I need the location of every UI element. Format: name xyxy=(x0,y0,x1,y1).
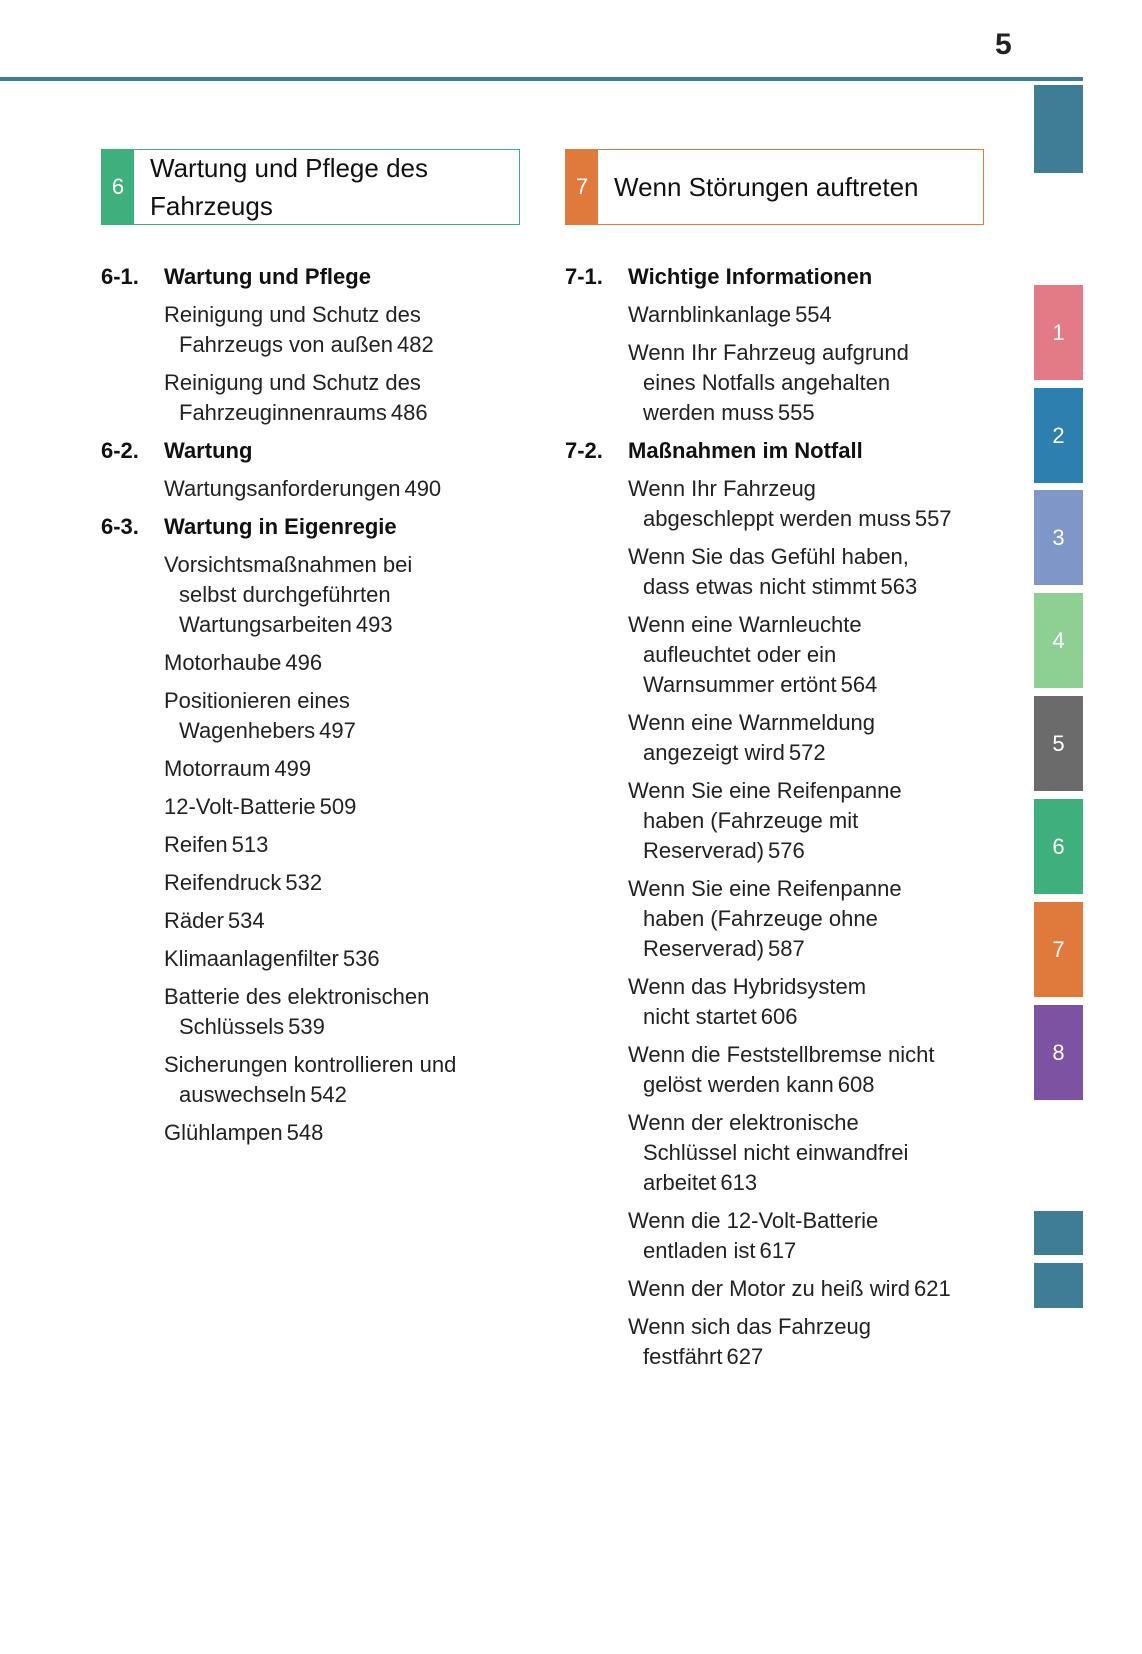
entry-text: Wenn der Motor zu heiß wird xyxy=(628,1276,911,1301)
toc-entry[interactable] xyxy=(628,708,967,768)
toc-section xyxy=(101,436,504,504)
page-ref: 606 xyxy=(760,1004,798,1029)
chapter-title-line: Wartung und Pflege des xyxy=(150,153,428,183)
entry-text-line: Wenn Sie eine Reifenpanne xyxy=(628,876,902,901)
section-title: Maßnahmen im Notfall xyxy=(628,438,863,463)
toc-entry[interactable] xyxy=(628,1040,967,1100)
toc-entry[interactable] xyxy=(164,648,504,678)
entry-text-line: Wenn Ihr Fahrzeug aufgrund xyxy=(628,340,909,365)
page-ref: 497 xyxy=(319,718,356,743)
entry-last-line xyxy=(628,1168,967,1198)
entry-text-line: Wenn sich das Fahrzeug xyxy=(628,1314,871,1339)
entry-last-line xyxy=(164,716,504,746)
entry-text-line: Wenn das Hybridsystem xyxy=(628,974,867,999)
side-tab-4[interactable]: 4 xyxy=(1034,593,1083,688)
chapter-header-6 xyxy=(101,149,520,225)
toc-entry[interactable] xyxy=(164,1050,504,1110)
entry-text: Glühlampen xyxy=(164,1120,283,1145)
side-tab-6[interactable]: 6 xyxy=(1034,799,1083,894)
side-tab[interactable] xyxy=(1034,85,1083,173)
entry-text: Reifendruck xyxy=(164,870,282,895)
chapter-title-line: Wenn Störungen auftreten xyxy=(614,172,919,202)
entry-text-line: Wenn eine Warnleuchte xyxy=(628,612,862,637)
entry-text-line: selbst durchgeführten xyxy=(179,582,391,607)
section-heading[interactable] xyxy=(565,436,967,466)
toc-entry[interactable] xyxy=(628,474,967,534)
toc-entry[interactable] xyxy=(628,1312,967,1372)
side-tab-7[interactable]: 7 xyxy=(1034,902,1083,997)
section-number: 7-1. xyxy=(565,264,603,289)
entry-text-line: eines Notfalls angehalten xyxy=(643,370,891,395)
page-ref: 482 xyxy=(397,332,434,357)
toc-entry[interactable] xyxy=(628,542,967,602)
entry-last-line xyxy=(628,670,967,700)
toc-entry[interactable] xyxy=(164,474,504,504)
section-number: 6-3. xyxy=(101,514,139,539)
entry-last-line xyxy=(164,398,504,428)
entry-last-line xyxy=(164,1080,504,1110)
toc-entry[interactable] xyxy=(164,754,504,784)
entry-text: arbeitet xyxy=(643,1170,717,1195)
entry-last-line xyxy=(628,836,967,866)
section-title: Wichtige Informationen xyxy=(628,264,873,289)
entry-last-line xyxy=(628,1236,967,1266)
side-tab-2[interactable]: 2 xyxy=(1034,388,1083,483)
chapter-title xyxy=(134,149,428,225)
page-ref: 486 xyxy=(390,400,428,425)
page-ref: 513 xyxy=(231,832,269,857)
entry-text: Wartungsanforderungen xyxy=(164,476,401,501)
page-ref: 548 xyxy=(286,1120,324,1145)
entry-text: Reserverad) xyxy=(643,936,765,961)
entry-text-line: Sicherungen kontrollieren und xyxy=(164,1052,457,1077)
page-ref: 490 xyxy=(404,476,442,501)
toc-entry[interactable] xyxy=(164,550,504,640)
section-title: Wartung in Eigenregie xyxy=(164,514,397,539)
section-heading[interactable] xyxy=(101,436,504,466)
entry-last-line xyxy=(628,934,967,964)
entry-last-line xyxy=(164,944,504,974)
entry-text: Warnsummer ertönt xyxy=(643,672,837,697)
page-ref: 509 xyxy=(319,794,357,819)
entry-last-line xyxy=(164,610,504,640)
page-ref: 572 xyxy=(788,740,826,765)
page-number: 5 xyxy=(995,28,1012,61)
entry-text: abgeschleppt werden muss xyxy=(643,506,911,531)
entry-last-line xyxy=(164,754,504,784)
page-ref: 536 xyxy=(342,946,380,971)
side-tab-1[interactable]: 1 xyxy=(1034,285,1083,380)
toc-entry[interactable] xyxy=(164,830,504,860)
page-ref: 621 xyxy=(914,1276,951,1301)
entry-last-line xyxy=(164,1012,504,1042)
entry-text: Reserverad) xyxy=(643,838,765,863)
section-number: 7-2. xyxy=(565,438,603,463)
section-heading[interactable] xyxy=(101,262,504,292)
entry-text: festfährt xyxy=(643,1344,723,1369)
section-title: Wartung xyxy=(164,438,253,463)
entry-last-line xyxy=(628,1002,967,1032)
entry-text-line: Wenn die 12-Volt-Batterie xyxy=(628,1208,879,1233)
page-ref: 564 xyxy=(840,672,878,697)
toc-entry[interactable] xyxy=(164,868,504,898)
entry-last-line xyxy=(628,1274,967,1304)
toc-section xyxy=(565,262,967,428)
entry-text: Motorraum xyxy=(164,756,271,781)
page-ref: 539 xyxy=(288,1014,325,1039)
entry-text: nicht startet xyxy=(643,1004,757,1029)
entry-text-line: Wenn eine Warnmeldung xyxy=(628,710,876,735)
entry-text: Klimaanlagenfilter xyxy=(164,946,339,971)
entry-text: Reifen xyxy=(164,832,228,857)
entry-text: gelöst werden kann xyxy=(643,1072,834,1097)
entry-last-line xyxy=(164,330,504,360)
page-ref: 499 xyxy=(274,756,312,781)
page-ref: 613 xyxy=(720,1170,758,1195)
entry-last-line xyxy=(628,1342,967,1372)
entry-last-line xyxy=(628,504,967,534)
page-ref: 587 xyxy=(768,936,805,961)
toc-entry[interactable] xyxy=(164,686,504,746)
entry-last-line xyxy=(164,474,504,504)
entry-text-line: Wenn der elektronische xyxy=(628,1110,859,1135)
toc-entry[interactable] xyxy=(164,792,504,822)
entry-text-line: Reinigung und Schutz des xyxy=(164,370,421,395)
entry-text: entladen ist xyxy=(643,1238,756,1263)
toc-entry[interactable] xyxy=(628,972,967,1032)
toc-entry[interactable] xyxy=(164,300,504,360)
side-tab-5[interactable]: 5 xyxy=(1034,696,1083,791)
chapter-title-line: Fahrzeugs xyxy=(150,191,273,221)
entry-text-line: Wenn Sie das Gefühl haben, xyxy=(628,544,909,569)
side-tab-3[interactable]: 3 xyxy=(1034,490,1083,585)
page-ref: 557 xyxy=(914,506,952,531)
toc-entry[interactable] xyxy=(628,1206,967,1266)
entry-text-line: haben (Fahrzeuge mit xyxy=(643,808,859,833)
entry-text-line: Wenn die Feststellbremse nicht xyxy=(628,1042,935,1067)
toc-entry[interactable] xyxy=(628,874,967,964)
section-number: 6-2. xyxy=(101,438,139,463)
toc-entry[interactable] xyxy=(628,338,967,428)
page-ref: 534 xyxy=(227,908,265,933)
entry-text: Fahrzeugs von außen xyxy=(179,332,394,357)
entry-text-line: Wenn Sie eine Reifenpanne xyxy=(628,778,902,803)
entry-last-line xyxy=(628,572,967,602)
entry-text: 12-Volt-Batterie xyxy=(164,794,316,819)
entry-last-line xyxy=(628,398,967,428)
page-ref: 532 xyxy=(285,870,323,895)
chapter-number: 7 xyxy=(566,150,598,224)
page-ref: 496 xyxy=(285,650,323,675)
entry-text: Wartungsarbeiten xyxy=(179,612,352,637)
entry-last-line xyxy=(628,1070,967,1100)
section-number: 6-1. xyxy=(101,264,139,289)
entry-last-line xyxy=(628,300,967,330)
entry-text-line: Batterie des elektronischen xyxy=(164,984,430,1009)
page-ref: 554 xyxy=(795,302,832,327)
page-ref: 493 xyxy=(355,612,393,637)
page-ref: 576 xyxy=(768,838,805,863)
entry-text: dass etwas nicht stimmt xyxy=(643,574,877,599)
toc-section xyxy=(101,512,504,1148)
page-ref: 617 xyxy=(759,1238,797,1263)
toc-entry[interactable] xyxy=(164,944,504,974)
entry-last-line xyxy=(164,830,504,860)
side-tab-8[interactable]: 8 xyxy=(1034,1005,1083,1100)
section-title: Wartung und Pflege xyxy=(164,264,371,289)
entry-last-line xyxy=(164,868,504,898)
entry-text: Warnblinkanlage xyxy=(628,302,792,327)
section-heading[interactable] xyxy=(101,512,504,542)
entry-text: Wagenhebers xyxy=(179,718,316,743)
chapter-number: 6 xyxy=(102,150,134,224)
toc-column-7 xyxy=(565,262,967,1380)
side-tab[interactable] xyxy=(1034,1263,1083,1308)
page-ref: 555 xyxy=(777,400,815,425)
chapter-header-7 xyxy=(565,149,984,225)
page-ref: 627 xyxy=(726,1344,764,1369)
entry-text-line: Positionieren eines xyxy=(164,688,350,713)
entry-text: Schlüssels xyxy=(179,1014,285,1039)
toc-entry[interactable] xyxy=(164,906,504,936)
entry-text: Räder xyxy=(164,908,224,933)
page-ref: 608 xyxy=(837,1072,875,1097)
entry-last-line xyxy=(164,792,504,822)
toc-entry[interactable] xyxy=(628,300,967,330)
toc-entry[interactable] xyxy=(164,982,504,1042)
entry-text: angezeigt wird xyxy=(643,740,785,765)
entry-text-line: Reinigung und Schutz des xyxy=(164,302,421,327)
entry-text-line: haben (Fahrzeuge ohne xyxy=(643,906,878,931)
toc-entry[interactable] xyxy=(164,368,504,428)
entry-text-line: aufleuchtet oder ein xyxy=(643,642,837,667)
entry-text-line: Schlüssel nicht einwandfrei xyxy=(643,1140,909,1165)
entry-text: Fahrzeuginnenraums xyxy=(179,400,387,425)
entry-last-line xyxy=(164,906,504,936)
toc-entry[interactable] xyxy=(628,610,967,700)
toc-entry[interactable] xyxy=(628,1108,967,1198)
toc-section xyxy=(101,262,504,428)
entry-last-line xyxy=(164,1118,504,1148)
toc-section xyxy=(565,436,967,1372)
entry-text-line: Vorsichtsmaßnahmen bei xyxy=(164,552,413,577)
chapter-title xyxy=(598,168,919,206)
toc-entry[interactable] xyxy=(628,776,967,866)
entry-last-line xyxy=(164,648,504,678)
section-heading[interactable] xyxy=(565,262,967,292)
entry-text: auswechseln xyxy=(179,1082,307,1107)
entry-last-line xyxy=(628,738,967,768)
entry-text: Motorhaube xyxy=(164,650,282,675)
entry-text: werden muss xyxy=(643,400,774,425)
toc-column-6 xyxy=(101,262,504,1156)
entry-text-line: Wenn Ihr Fahrzeug xyxy=(628,476,816,501)
page-ref: 542 xyxy=(310,1082,347,1107)
page-ref: 563 xyxy=(880,574,918,599)
header-rule xyxy=(0,77,1083,81)
side-tab[interactable] xyxy=(1034,1211,1083,1255)
toc-entry[interactable] xyxy=(628,1274,967,1304)
toc-entry[interactable] xyxy=(164,1118,504,1148)
